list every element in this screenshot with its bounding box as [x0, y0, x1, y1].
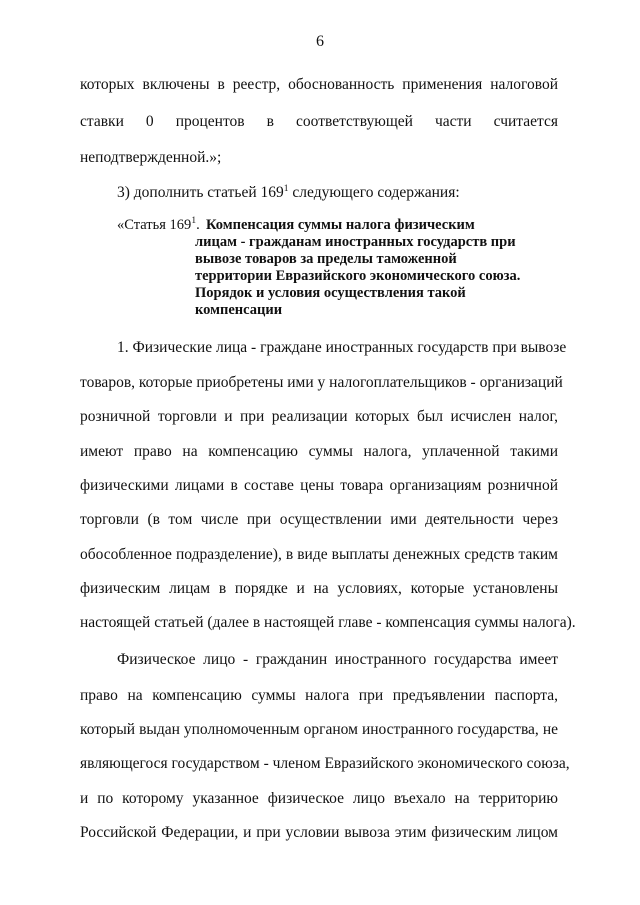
text-line: право на компенсацию суммы налога при предъявлении паспорта, — [80, 687, 558, 704]
text-line: и по которому указанное физическое лицо въехало на территорию — [80, 790, 558, 807]
text-line: неподтвержденной.»; — [80, 149, 222, 166]
article-heading-prefix — [117, 217, 200, 234]
text-line: физическими лицами в составе цены товара организациям розничной — [80, 477, 558, 494]
text-line: товаров, которые приобретены ими у налогоплательщиков - организаций — [80, 374, 563, 391]
article-title-line: вывозе товаров за пределы таможенной — [195, 251, 457, 267]
text-line: розничной торговли и при реализации которых был исчислен налог, — [80, 408, 558, 425]
article-label: «Статья 169 — [117, 217, 192, 233]
amendment-text-before: 3) дополнить статьей 169 — [117, 184, 284, 201]
text-line: обособленное подразделение), в виде выплаты денежных средств таким — [80, 546, 558, 563]
text-line: имеют право на компенсацию суммы налога, уплаченной такими — [80, 443, 558, 460]
article-title-line: Порядок и условия осуществления такой — [195, 285, 466, 301]
text-line: Российской Федерации, и при условии вывоза этим физическим лицом — [80, 824, 558, 841]
article-title-line: территории Евразийского экономического союза. — [195, 268, 521, 284]
text-line: который выдан уполномоченным органом иностранного государства, не — [80, 721, 558, 738]
article-dot: . — [196, 217, 200, 233]
article-title-line: лицам - гражданам иностранных государств при — [195, 234, 516, 250]
page-number: 6 — [316, 33, 324, 50]
article-title-line: Компенсация суммы налога физическим — [206, 217, 475, 233]
text-line: ставки 0 процентов в соответствующей части считается — [80, 113, 558, 130]
superscript: 1 — [283, 184, 289, 194]
article-title-line: компенсации — [195, 302, 283, 318]
text-line: являющегося государством - членом Евразийского экономического союза, — [80, 755, 570, 772]
text-line: физическим лицам в порядке и на условиях, которые установлены — [80, 580, 558, 597]
text-line: торговли (в том числе при осуществлении ими деятельности через — [80, 511, 558, 528]
amendment-item — [117, 183, 558, 203]
text-line: 1. Физические лица - граждане иностранных государств при вывозе — [117, 339, 567, 356]
amendment-text-after: следующего содержания: — [288, 184, 460, 201]
text-line: Физическое лицо - гражданин иностранного государства имеет — [117, 651, 558, 668]
text-line: настоящей статьей (далее в настоящей главе - компенсация суммы налога). — [80, 614, 576, 631]
text-line: которых включены в реестр, обоснованность применения налоговой — [80, 76, 558, 93]
superscript: 1 — [191, 216, 197, 226]
